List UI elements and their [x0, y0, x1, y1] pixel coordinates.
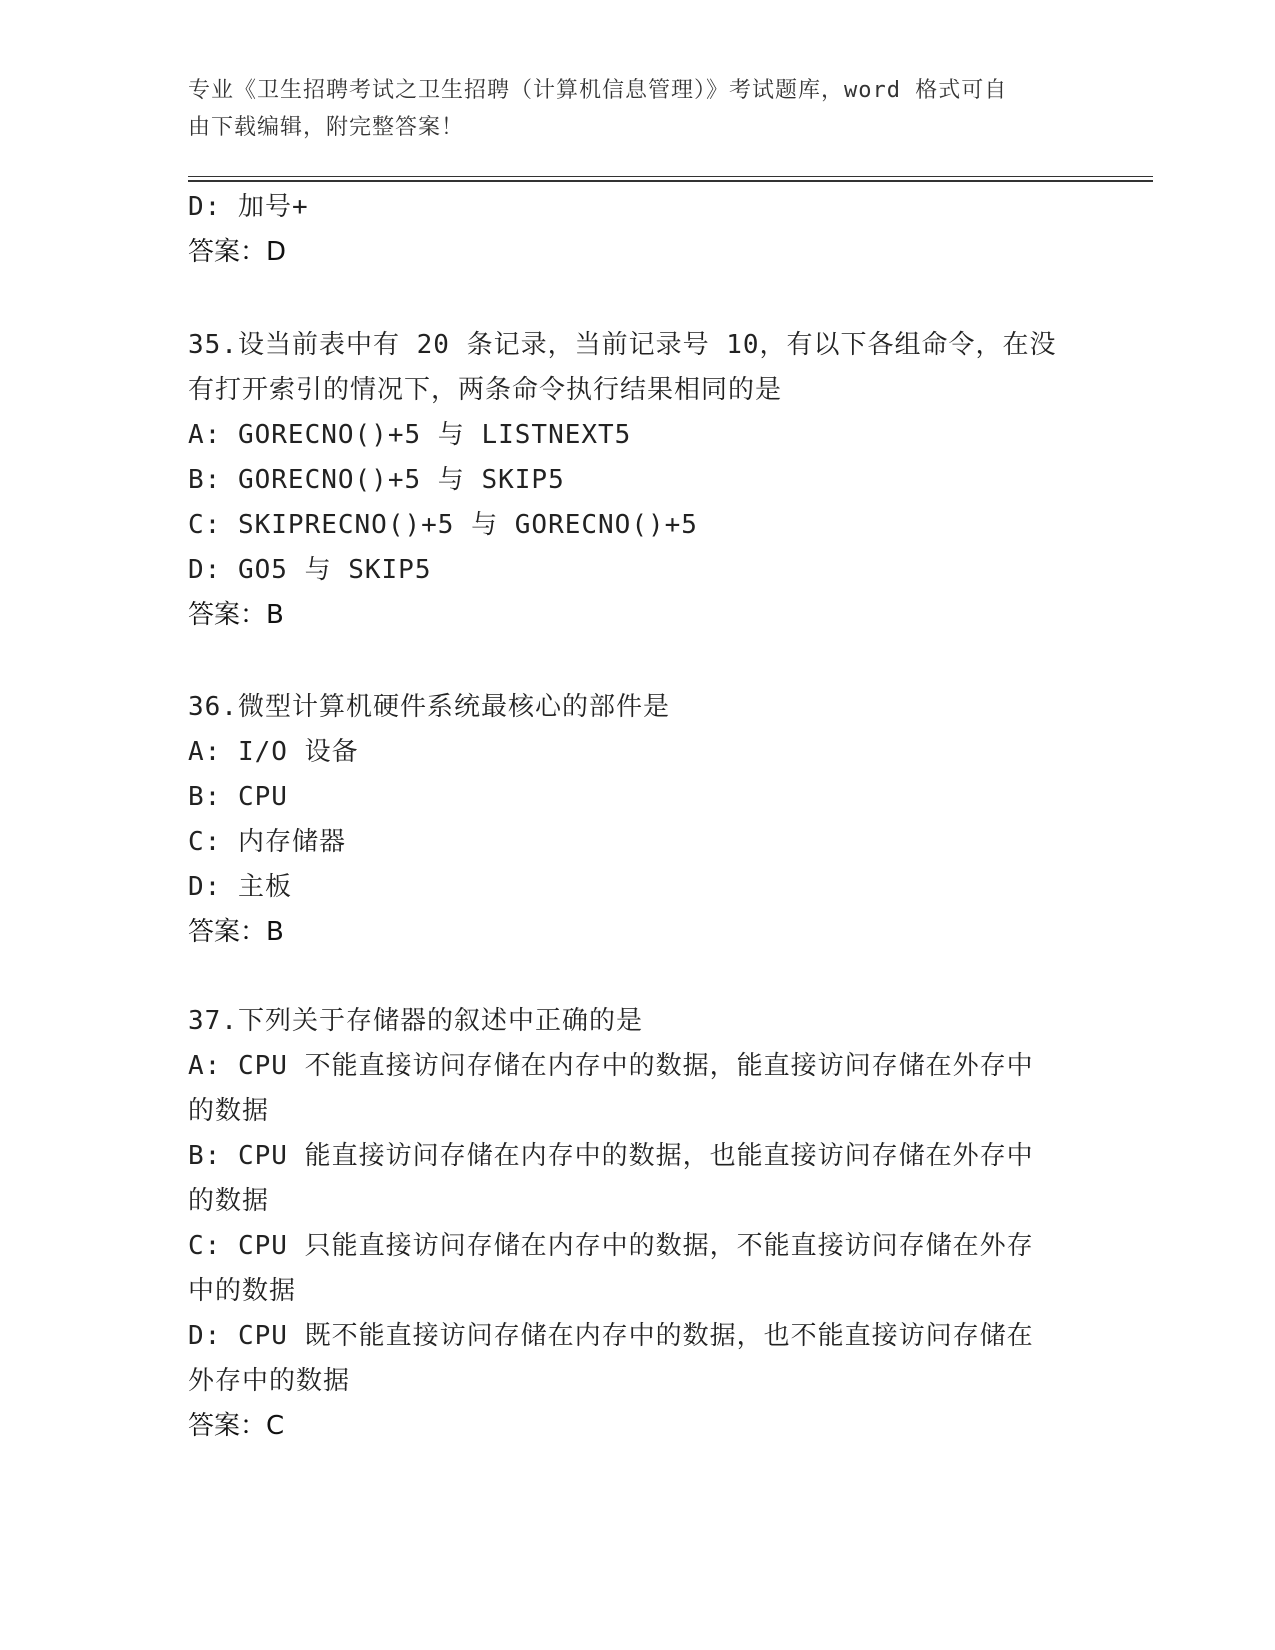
q37-option-d-line-2: 外存中的数据 [188, 1366, 351, 1396]
q36-option-c: C: 内存储器 [188, 827, 346, 857]
q37-option-b-line-2: 的数据 [188, 1186, 270, 1216]
header-divider-thick [188, 180, 1153, 182]
header-line-2: 由下载编辑，附完整答案！ [188, 115, 465, 140]
q37-option-c-line-1: C: CPU 只能直接访问存储在内存中的数据，不能直接访问存储在外存 [188, 1231, 1034, 1261]
q37-answer: 答案：C [188, 1411, 285, 1441]
q37-option-c-line-2: 中的数据 [188, 1276, 297, 1306]
q35-stem-line-2: 有打开索引的情况下，两条命令执行结果相同的是 [188, 375, 783, 405]
header-divider-thin [188, 176, 1153, 177]
q37-option-a-line-1: A: CPU 不能直接访问存储在内存中的数据，能直接访问存储在外存中 [188, 1051, 1034, 1081]
page-header [188, 72, 1068, 146]
q37-option-a-line-2: 的数据 [188, 1096, 270, 1126]
q36-answer: 答案：B [188, 917, 284, 947]
prev-option-d: D: 加号+ [188, 192, 309, 222]
q37-stem: 37.下列关于存储器的叙述中正确的是 [188, 1006, 643, 1036]
q35-option-a: A: GORECNO()+5 与 LISTNEXT5 [188, 420, 632, 450]
q35-answer: 答案：B [188, 600, 284, 630]
q35-option-b: B: GORECNO()+5 与 SKIP5 [188, 465, 565, 495]
q35-option-c: C: SKIPRECNO()+5 与 GORECNO()+5 [188, 510, 698, 540]
q37-option-b-line-1: B: CPU 能直接访问存储在内存中的数据，也能直接访问存储在外存中 [188, 1141, 1034, 1171]
q36-option-d: D: 主板 [188, 872, 292, 902]
q36-option-a: A: I/O 设备 [188, 737, 359, 767]
q35-option-d: D: GO5 与 SKIP5 [188, 555, 432, 585]
q37-option-d-line-1: D: CPU 既不能直接访问存储在内存中的数据，也不能直接访问存储在 [188, 1321, 1034, 1351]
header-line-1: 专业《卫生招聘考试之卫生招聘（计算机信息管理）》考试题库，word 格式可自 [188, 78, 1008, 103]
q36-stem: 36.微型计算机硬件系统最核心的部件是 [188, 692, 670, 722]
q35-stem-line-1: 35.设当前表中有 20 条记录，当前记录号 10，有以下各组命令，在没 [188, 330, 1057, 360]
q36-option-b: B: CPU [188, 782, 288, 812]
prev-answer: 答案：D [188, 237, 287, 267]
